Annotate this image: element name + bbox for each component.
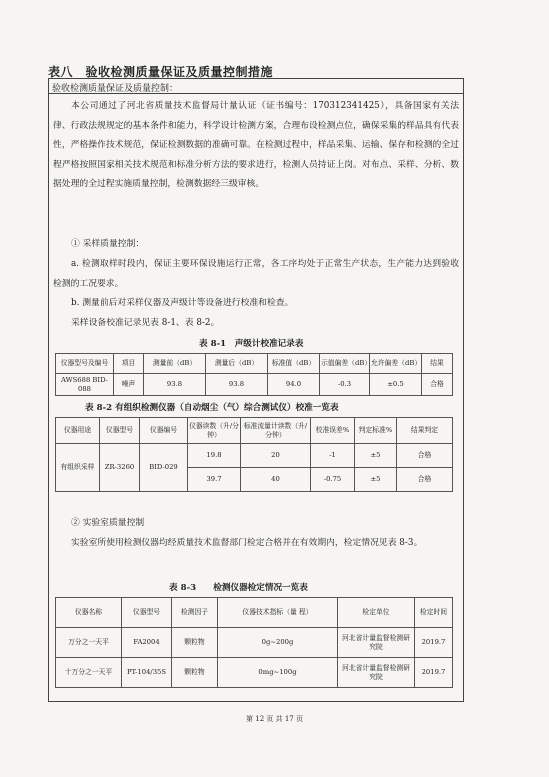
- table-header-row: [56, 418, 453, 444]
- table-header-cell: 仪器型号: [100, 418, 140, 444]
- table-cell: 20: [241, 444, 311, 468]
- table-cell: 2019.7: [415, 658, 453, 688]
- table-header-row: [56, 354, 453, 374]
- sampling-item-a: a. 检测取样时段内，保证主要环保设施运行正常，各工序均处于正常生产状态，生产能力达到验收检测的工况要求。: [53, 259, 459, 289]
- table-row: [56, 658, 453, 688]
- table-cell: 合格: [397, 468, 453, 492]
- table-cell: 40: [241, 468, 311, 492]
- table-cell: AWS688 BID-088: [56, 374, 114, 396]
- table-header-cell: 标准值（dB）: [268, 354, 320, 374]
- table-cell: 94.0: [268, 374, 320, 396]
- table-cell: 合格: [422, 374, 453, 396]
- table-cell: ±5: [355, 444, 397, 468]
- table-header-cell: 检定单位: [338, 598, 415, 628]
- table-cell: 0g~200g: [218, 628, 338, 658]
- table-header-cell: 结果: [422, 354, 453, 374]
- table-header-cell: 测量后（dB）: [206, 354, 268, 374]
- table-cell: 河北省计量监督检测研究院: [338, 628, 415, 658]
- table-header-cell: 允许偏差（dB）: [370, 354, 422, 374]
- table-header-cell: 校准误差%: [311, 418, 355, 444]
- table2-caption: 表 8-2 有组织检测仪器（自动烟尘（气）综合测试仪）校准一览表: [85, 403, 339, 413]
- table-cell: 河北省计量监督检测研究院: [338, 658, 415, 688]
- table-cell: 39.7: [188, 468, 241, 492]
- calibration-reference: 采样设备校准记录见表 8-1、表 8-2。: [71, 318, 220, 328]
- table-header-cell: 仪器型号: [122, 598, 172, 628]
- table-header-cell: 标准流量计读数（升/分钟）: [241, 418, 311, 444]
- table-cell: 有组织采样: [56, 444, 100, 492]
- sampling-item-b: b. 测量前后对采样仪器及声级计等设备进行校准和检查。: [71, 298, 294, 308]
- table-cell: 19.8: [188, 444, 241, 468]
- table-cell: ±0.5: [370, 374, 422, 396]
- table-header-cell: 仪器用途: [56, 418, 100, 444]
- table-cell: -0.3: [320, 374, 370, 396]
- table1-caption: 表 8-1 声级计校准记录表: [199, 339, 304, 349]
- table-cell: PT-104/35S: [122, 658, 172, 688]
- table-cell: 万分之一天平: [56, 628, 122, 658]
- heading-divider: [49, 93, 463, 94]
- table-header-cell: 测量前（dB）: [144, 354, 206, 374]
- table-header-cell: 判定标准%: [355, 418, 397, 444]
- table-header-cell: 检定时间: [415, 598, 453, 628]
- box-heading: 验收检测质量保证及质量控制：: [52, 84, 179, 94]
- flue-gas-calibration-table: [55, 417, 453, 492]
- table-header-cell: 仪器编号: [140, 418, 188, 444]
- table-cell: -0.75: [311, 468, 355, 492]
- instrument-verification-table: [55, 597, 453, 688]
- table-row: [56, 374, 453, 396]
- table-cell: 0mg~100g: [218, 658, 338, 688]
- section-title: 表八 验收检测质量保证及质量控制措施: [48, 65, 274, 79]
- table-cell: ZR-3260: [100, 444, 140, 492]
- page-footer: 第 12 页 共 17 页: [246, 715, 303, 723]
- table-cell: 2019.7: [415, 628, 453, 658]
- table-header-cell: 仪器名称: [56, 598, 122, 628]
- table-cell: -1: [311, 444, 355, 468]
- table-cell: 93.8: [144, 374, 206, 396]
- table-header-cell: 仪器读数（升/分钟）: [188, 418, 241, 444]
- sampling-heading: ① 采样质量控制：: [71, 239, 145, 249]
- table-cell: 十万分之一天平: [56, 658, 122, 688]
- table-cell: ±5: [355, 468, 397, 492]
- table-header-cell: 检测因子: [172, 598, 218, 628]
- table-header-cell: 项目: [114, 354, 144, 374]
- table-cell: FA2004: [122, 628, 172, 658]
- table3-caption: 表 8-3 检测仪器检定情况一览表: [169, 583, 308, 593]
- content-frame: [48, 78, 464, 702]
- table-header-row: [56, 598, 453, 628]
- sound-calibration-table: [55, 353, 453, 396]
- lab-heading: ② 实验室质量控制: [71, 518, 145, 528]
- lab-paragraph: 实验室所使用检测仪器均经质量技术监督部门检定合格并在有效期内，检定情况见表 8-3。: [71, 538, 423, 548]
- table-header-cell: 结果判定: [397, 418, 453, 444]
- table-row: [56, 444, 453, 468]
- table-header-cell: 仪器技术指标（量 程）: [218, 598, 338, 628]
- table-cell: 合格: [397, 444, 453, 468]
- table-cell: 颗粒物: [172, 658, 218, 688]
- intro-paragraph: 本公司通过了河北省质量技术监督局计量认证（证书编号：170312341425），具备国家有关法律、行政法规规定的基本条件和能力，科学设计检测方案，合理布设检测点位，确保采集的样品具有代表性，严格操作技术规范，保证检测数据的准确可靠。在检测过程中，样品采集、运输、保存和检测的全过程严格按照国家相关技术规范和标准分析方法的要求进行，检测人员持证上岗。对布点、采样、分析、数据处理的全过程实施质量控制，检测数据经三级审核。: [53, 101, 459, 189]
- table-cell: 颗粒物: [172, 628, 218, 658]
- table-cell: BID-029: [140, 444, 188, 492]
- table-cell: 93.8: [206, 374, 268, 396]
- table-cell: 噪声: [114, 374, 144, 396]
- table-header-cell: 仪器型号及编号: [56, 354, 114, 374]
- table-header-cell: 示值偏差（dB）: [320, 354, 370, 374]
- table-row: [56, 628, 453, 658]
